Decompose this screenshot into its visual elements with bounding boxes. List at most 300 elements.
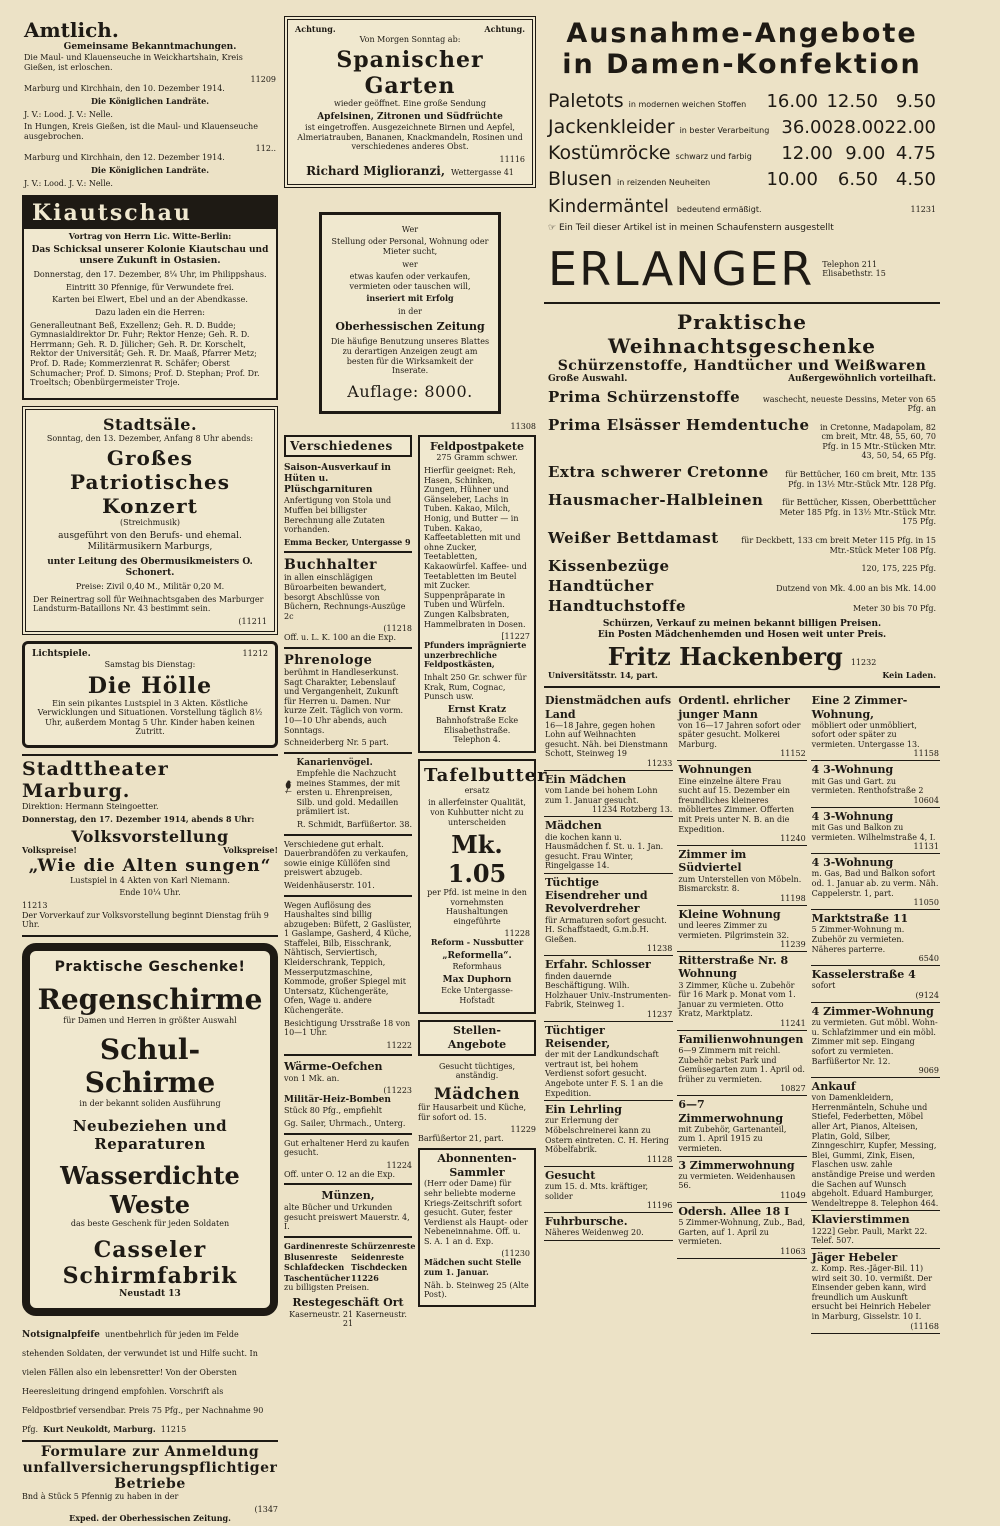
classified-title: 4 3-Wohnung bbox=[811, 763, 894, 777]
hackenberg-item-name: Extra schwerer Cretonne bbox=[548, 463, 769, 482]
hackenberg-item-name: Handtücher bbox=[548, 577, 654, 596]
classified-ad bbox=[544, 956, 673, 1022]
hackenberg-item bbox=[548, 388, 936, 414]
classified-text: Näheres Weidenweg 20. bbox=[545, 1228, 644, 1238]
tafelbutter-ad bbox=[418, 759, 548, 1015]
v-h-num: 11224 bbox=[386, 1160, 412, 1170]
kiautschau-ad bbox=[22, 195, 278, 400]
hackenberg-item-desc: Meter 30 bis 70 Pfg. bbox=[852, 604, 936, 614]
classified-text: 1222] Gebr. Pauli, Markt 22. Telef. 507. bbox=[811, 1226, 928, 1246]
spanisch-owner: Richard Miglioranzi, bbox=[306, 163, 446, 178]
v-g-title2: Militär-Heiz-Bomben bbox=[284, 1095, 391, 1106]
classified-num: 11131 bbox=[913, 842, 939, 852]
classified-text: finden dauernde Beschäftigung. Wilh. Holzhauer Univ.-Instrumenten-Fabrik, Steinweg 1. bbox=[545, 971, 671, 1010]
classified-text: sofort bbox=[811, 981, 836, 991]
ausnahme-row-price1: 36.00 bbox=[781, 117, 833, 138]
classified-col-2 bbox=[677, 692, 806, 1333]
theater-show: Volksvorstellung bbox=[71, 827, 229, 847]
theater-right: Volkspreise! bbox=[223, 845, 278, 856]
classified-ad bbox=[544, 817, 673, 874]
hackenberg-item bbox=[548, 597, 936, 615]
schirm-c: Neubeziehen und Reparaturen bbox=[72, 1116, 228, 1153]
classified-ad bbox=[544, 771, 673, 817]
tafelbutter-brand: „Reformella“. bbox=[442, 951, 512, 962]
theater-title: Stadttheater Marburg. bbox=[22, 758, 169, 802]
ausnahme-row-price1: 12.00 bbox=[781, 143, 833, 164]
classified-num: 11158 bbox=[913, 749, 939, 759]
classified-title: Ein Mädchen bbox=[545, 773, 627, 787]
spanisch-addr: Wettergasse 41 bbox=[451, 167, 514, 177]
oz-l3: wer bbox=[402, 259, 418, 269]
stadtsaele-type: (Streichmusik) bbox=[120, 518, 180, 528]
classified-title: Ritterstraße Nr. 8 Wohnung bbox=[678, 954, 789, 981]
classified-num: 11238 bbox=[646, 944, 673, 954]
hackenberg-item-desc: für Bettücher, Kissen, Oberbetttücher Meter 185 Pfg. in 13½ Mtr.-Stück Mtr. 175 Pfg. bbox=[779, 498, 936, 527]
amtlich-authority1: Die Königlichen Landräte. bbox=[90, 96, 210, 107]
oz-l1: Wer bbox=[401, 224, 419, 234]
v-f-text: Wegen Auflösung des Haushaltes sind billig abzugeben: Büfett, 2 Gaslüster, 1 Gaslampe, Gasherd, 4 Küche, Staffelei, Bilb, Eisschrank, Nähtisch, Serviertisch, Kleiderschrank, Teppich, Messerputzmaschine, Kommode, großer Spiegel mit Untersatz, Küchengeräte, Ofen, Wage u. andere Küchengeräte. bbox=[284, 900, 412, 1016]
feldpost-sub: Pfunders imprägnierte unzerbrechliche Feldpostkästen, bbox=[424, 640, 527, 670]
ausnahme-rows bbox=[548, 90, 936, 190]
ausnahme-phone: Telephon 211 bbox=[822, 259, 878, 269]
classified-title: Ankauf bbox=[811, 1080, 856, 1094]
classified-ad bbox=[811, 1078, 940, 1211]
classified-num: 11152 bbox=[780, 749, 806, 759]
hackenberg-item-desc: in Cretonne, Madapolam, 82 cm breit, Mtr. 48, 55, 60, 70 Pfg. in 15 Mtr.-Stücken Mtr. 43, 50, 54, 65 Pfg. bbox=[819, 422, 936, 461]
schirm-d-sub: das beste Geschenk für jeden Soldaten bbox=[70, 1218, 230, 1228]
ausnahme-row-name: Jackenkleider bbox=[548, 116, 675, 138]
hackenberg-item-desc: Dutzend von Mk. 4.00 an bis Mk. 14.00 bbox=[776, 584, 936, 594]
classified-title: 3 Zimmerwohnung bbox=[678, 1158, 795, 1172]
classified-title: Kleine Wohnung bbox=[678, 907, 781, 921]
v-i-text: alte Bücher und Urkunden gesucht preiswert Mauerstr. 4, I. bbox=[284, 1203, 410, 1232]
v-j-a: Gardinenreste bbox=[284, 1240, 349, 1251]
hackenberg-item-name: Hausmacher-Halbleinen bbox=[548, 491, 764, 510]
stellen-addr: Barfüßertor 21, part. bbox=[418, 1134, 504, 1144]
stellen-text2: für Hausarbeit und Küche, für sofort od. 15. bbox=[418, 1103, 527, 1122]
v-j-f: Tischdecken bbox=[350, 1262, 408, 1273]
classified-title: Erfahr. Schlosser bbox=[545, 958, 651, 972]
stadtsaele-by: ausgeführt von den Berufs- und ehemal. Militärmusikern Marburgs, bbox=[58, 531, 242, 553]
classifieds bbox=[544, 692, 940, 1333]
classified-num: 11240 bbox=[780, 834, 806, 844]
ausnahme-kinder: Kindermäntel bbox=[548, 196, 669, 217]
signal-text: unentbehrlich für jeden im Felde stehenden Soldaten, der verwundet ist und Hilfe sucht. In vielen Fällen also ein lebensretter! Von der Obersten Heeresleitung dringend empfohlen. Vorschrift als Feldpostbrief versendbar. Preis 75 Pfg., per Nachnahme 90 Pfg. bbox=[22, 1329, 264, 1435]
tafelbutter-num: 11228 bbox=[504, 929, 530, 939]
hand-pointer-icon: ☞ bbox=[548, 223, 557, 233]
hackenberg-sub: Schürzenstoffe, Handtücher und Weißwaren bbox=[557, 358, 927, 375]
abonnenten-ad bbox=[418, 1148, 536, 1307]
schirm-b: Schul-Schirme bbox=[84, 1033, 216, 1100]
formulare-ad bbox=[22, 1440, 278, 1523]
classified-ad bbox=[677, 1096, 806, 1156]
classified-title: Dienstmädchen aufs Land bbox=[545, 694, 672, 721]
hackenberg-item bbox=[548, 557, 936, 575]
hackenberg-item bbox=[548, 416, 936, 461]
tafelbutter-t3: per Pfd. ist meine in den vornehmsten Haushaltungen eingeführte bbox=[427, 888, 527, 926]
v-j-addr: Kaserneustr. 21 Kaserneustr. 21 bbox=[289, 1309, 407, 1329]
v-g-num: (11223 bbox=[383, 1086, 412, 1096]
schirm-a: Regenschirme bbox=[37, 982, 263, 1016]
classified-text: 6—9 Zimmern mit reichl. Zubehör nebst Park und Gemüsegarten zum 1. April od. früher zu vermieten. bbox=[678, 1046, 805, 1084]
v-f-num: 11222 bbox=[386, 1040, 412, 1050]
v-d-firm: R. Schmidt, Barfüßertor. 38. bbox=[296, 819, 412, 829]
schirm-ad bbox=[22, 943, 278, 1316]
tafelbutter-t1: ersatz bbox=[464, 785, 490, 795]
oz-l2: Stellung oder Personal, Wohnung oder Mieter sucht, bbox=[331, 237, 489, 256]
hackenberg-items bbox=[548, 388, 936, 616]
classified-title: 4 3-Wohnung bbox=[811, 856, 894, 870]
spanisch-list: ist eingetroffen. Ausgezeichnete Birnen und Aepfel, Almeriatrauben, Bananen, Knackmandeln, Rosinen und verschiedenes anderes Obst. bbox=[297, 123, 523, 152]
hackenberg-item bbox=[548, 463, 936, 489]
ausnahme-row-name: Paletots bbox=[548, 90, 624, 112]
ausnahme-row-price2: 6.50 bbox=[837, 169, 878, 190]
oz-l7: Die häufige Benutzung unseres Blattes zu derartigen Anzeigen zeugt am besten für die Wirksamkeit der Inserate. bbox=[330, 337, 490, 376]
theater-when: Donnerstag, den 17. Dezember 1914, abends 8 Uhr: bbox=[22, 813, 255, 824]
classified-text: und leeres Zimmer zu vermieten. Pilgrimstein 32. bbox=[678, 920, 790, 940]
hackenberg-s2: Ein Posten Mädchenhemden und Hosen weit unter Preis. bbox=[597, 630, 887, 641]
abonnenten-w: Mädchen sucht Stelle zum 1. Januar. bbox=[424, 1257, 522, 1278]
ausnahme-ad bbox=[544, 16, 940, 304]
v-i-title: Münzen, bbox=[321, 1189, 375, 1203]
formulare-title: Formulare zur Anmeldung unfallversicherungspflichtiger Betriebe bbox=[22, 1444, 278, 1493]
theater-author: Lustspiel in 4 Akten von Karl Niemann. bbox=[70, 875, 230, 885]
lichtspiele-film: Die Hölle bbox=[87, 672, 213, 699]
hackenberg-s1: Schürzen, Verkauf zu meinen bekannt billigen Preisen. bbox=[602, 619, 882, 630]
abonnenten-title: Abonnenten-Sammler bbox=[437, 1151, 517, 1179]
oz-l4: etwas kaufen oder verkaufen, vermieten oder tauschen will, bbox=[349, 272, 471, 291]
classified-num: 11237 bbox=[646, 1009, 673, 1019]
classified-text: Eine einzelne ältere Frau sucht auf 15. Dezember ein freundliches kleineres möbliertes Zimmer. Offerten mit Preis unter N. B. an die Expedition. bbox=[678, 776, 795, 834]
classified-text: möbliert oder unmöbliert, sofort oder später zu vermieten. Untergasse 13. bbox=[811, 720, 920, 749]
classified-ad bbox=[544, 692, 673, 771]
signal-seller: Kurt Neukoldt, Marburg. bbox=[43, 1424, 156, 1435]
classified-text: z. Komp. Res.-Jäger-Bil. 11) wird seit 30. 10. vermißt. Der Einsender geben kann, wird freundlich um Auskunft ersucht bei Heinrich Hebeler in Marburg, Gisselstr. 10 I. bbox=[811, 1263, 933, 1321]
classified-ad bbox=[544, 1213, 673, 1241]
classified-text: zum Unterstellen von Möbeln. Bismarckstr. 8. bbox=[678, 874, 802, 894]
stellen-text: Gesucht tüchtiges, anständig. bbox=[438, 1061, 516, 1081]
classified-ad bbox=[544, 874, 673, 956]
stadtsaele-lead: unter Leitung des Obermusikmeisters O. Schonert. bbox=[47, 556, 253, 578]
schirm-title: Praktische Geschenke! bbox=[54, 958, 246, 975]
classified-title: Tüchtiger Reisender, bbox=[545, 1023, 611, 1051]
classified-title: 4 3-Wohnung bbox=[811, 809, 894, 823]
classified-ad bbox=[811, 761, 940, 807]
classified-title: Marktstraße 11 bbox=[811, 912, 909, 926]
v-b-text: in allen einschlägigen Büroarbeiten bewandert, besorgt Abschlüsse von Büchern, Rechnungs-Auszüge 2c bbox=[284, 573, 406, 621]
ausnahme-row-name: Blusen bbox=[548, 168, 612, 190]
classified-text: 16—18 Jahre, gegen hohen Lohn auf Weihnachten gesucht. Näh. bei Dienstmann Schott, Steinweg 19 bbox=[545, 720, 668, 759]
amtlich-sign2: J. V.: Lood. J. V.: Nelle. bbox=[24, 178, 113, 188]
amtlich-num1: 11209 bbox=[250, 75, 276, 85]
amtlich-authority2: Die Königlichen Landräte. bbox=[90, 165, 210, 175]
ausnahme-row-price2: 9.00 bbox=[845, 143, 886, 164]
ausnahme-row bbox=[548, 142, 936, 164]
schirm-d: Wasserdichte Weste bbox=[60, 1160, 240, 1219]
ausnahme-row bbox=[548, 116, 936, 138]
amtlich-date1: Marburg und Kirchhain, den 10. Dezember 1914. bbox=[24, 84, 225, 94]
classified-col-1 bbox=[544, 692, 673, 1333]
classified-ad bbox=[677, 846, 806, 906]
ausnahme-row-price1: 10.00 bbox=[766, 169, 818, 190]
kiautschau-talk: Vortrag von Herrn Lic. Witte-Berlin: bbox=[68, 231, 232, 242]
lichtspiele-num: 11212 bbox=[242, 648, 268, 658]
classified-title: Zimmer im Südviertel bbox=[678, 848, 747, 875]
hackenberg-item-desc: waschecht, neueste Dessins, Meter von 65 Pfg. an bbox=[762, 394, 936, 414]
classified-ad bbox=[811, 692, 940, 761]
middle-right-col bbox=[418, 435, 548, 1332]
ausnahme-row-desc: in reizenden Neuheiten bbox=[617, 178, 711, 187]
v-j-c: Blusenreste bbox=[284, 1251, 338, 1262]
classified-text: 5 Zimmer-Wohnung m. Zubehör zu vermieten. Näheres parterre. bbox=[811, 925, 905, 954]
classified-text: zu vermieten. Weidenhausen 56. bbox=[678, 1171, 796, 1191]
amtlich-notice bbox=[22, 16, 278, 195]
classified-ad bbox=[677, 952, 806, 1031]
theater-num: 11213 bbox=[22, 900, 48, 910]
kiautschau-entry: Eintritt 30 Pfennige, für Verwundete frei. bbox=[66, 282, 234, 292]
schirm-b-sub: in der bekannt soliden Ausführung bbox=[79, 1099, 221, 1109]
classified-ad bbox=[544, 1022, 673, 1101]
hackenberg-item-name: Prima Elsässer Hemdentuche bbox=[548, 415, 810, 434]
lichtspiele-title: Lichtspiele. bbox=[32, 648, 91, 659]
v-b-num: (11218 bbox=[383, 624, 412, 634]
classified-num: 10604 bbox=[913, 795, 939, 805]
classified-num: 11128 bbox=[646, 1154, 673, 1164]
classified-title: Odersh. Allee 18 I bbox=[678, 1205, 790, 1218]
classified-title: Mädchen bbox=[545, 819, 602, 833]
v-j-b: Schürzenreste bbox=[350, 1240, 416, 1251]
ausnahme-num: 11231 bbox=[910, 205, 936, 214]
spanisch-title: Spanischer Garten bbox=[336, 47, 484, 100]
classified-title: Ein Lehrling bbox=[545, 1103, 622, 1117]
spanisch-num: 11116 bbox=[499, 154, 525, 164]
hackenberg-num: 11232 bbox=[850, 657, 877, 667]
ausnahme-row-price3: 9.50 bbox=[895, 91, 936, 112]
classified-num: 6540 bbox=[918, 954, 939, 964]
tafelbutter-t2: in allerfeinster Qualität, von Kuhbutter nicht zu unterscheiden bbox=[428, 798, 526, 827]
stadtsaele-event: Großes Patriotisches Konzert bbox=[70, 446, 230, 519]
abonnenten-num: (11230 bbox=[501, 1249, 530, 1259]
tafelbutter-addr: Ecke Untergasse-Hofstadt bbox=[441, 986, 513, 1005]
ausnahme-note: Ein Teil dieser Artikel ist in meinen Schaufenstern ausgestellt bbox=[558, 223, 834, 233]
ausnahme-row-price3: 4.50 bbox=[895, 169, 936, 190]
hackenberg-item-desc: für Bettücher, 160 cm breit, Mtr. 135 Pfg. in 13½ Mtr.-Stück Mtr. 128 Pfg. bbox=[785, 470, 936, 489]
kiautschau-title: Kiautschau bbox=[24, 197, 276, 229]
ausnahme-row-desc: in modernen weichen Stoffen bbox=[628, 100, 747, 109]
classified-title: Familienwohnungen bbox=[678, 1032, 804, 1046]
kiautschau-invite: Dazu laden ein die Herren: bbox=[95, 308, 205, 318]
hackenberg-item-desc: für Deckbett, 133 cm breit Meter 115 Pfg. in 15 Mtr.-Stück Meter 108 Pfg. bbox=[741, 536, 936, 555]
verschiedenes-header bbox=[284, 435, 412, 457]
signal-num: 11215 bbox=[160, 1425, 187, 1435]
classified-num: (9124 bbox=[915, 990, 939, 1000]
hackenberg-item-name: Weißer Bettdamast bbox=[548, 529, 719, 548]
tafelbutter-t5: Reformhaus bbox=[452, 962, 502, 972]
oz-num: 11308 bbox=[510, 421, 536, 431]
classified-text: der mit der Landkundschaft vertraut ist, bei hohem Verdienst sofort gesucht. Angebote unter F. S. 1 an die Expedition. bbox=[545, 1050, 664, 1098]
classified-title: Kasselerstraße 4 bbox=[811, 968, 916, 982]
tafelbutter-t4: Reform - Nussbutter bbox=[430, 937, 524, 948]
v-f-view: Besichtigung Ursstraße 18 von 10—1 Uhr. bbox=[284, 1018, 411, 1038]
formulare-price: Bnd à Stück 5 Pfennig zu haben in der bbox=[22, 1492, 179, 1502]
classified-ad bbox=[677, 1157, 806, 1203]
spanisch-fruits: Apfelsinen, Zitronen und Südfrüchte bbox=[317, 111, 503, 122]
classified-title: 6—7 Zimmerwohnung bbox=[678, 1098, 784, 1125]
classified-title: Eine 2 Zimmer-Wohnung, bbox=[811, 694, 908, 721]
hackenberg-r1: Außergewöhnlich vorteilhaft. bbox=[788, 374, 936, 385]
classified-ad bbox=[811, 910, 940, 966]
abonnenten-waddr: Näh. b. Steinweg 25 (Alte Post). bbox=[424, 1280, 529, 1300]
classified-num: 11063 bbox=[780, 1246, 806, 1256]
verschiedenes-title: Verschiedenes bbox=[290, 438, 393, 453]
classified-ad bbox=[811, 808, 940, 854]
schirm-a-sub: für Damen und Herren in größter Auswahl bbox=[63, 1015, 237, 1025]
v-j-firm: Restegeschäft Ort bbox=[292, 1295, 404, 1309]
tafelbutter-price: Mk. 1.05 bbox=[447, 830, 507, 889]
middle-column bbox=[284, 16, 548, 1332]
hackenberg-item-name: Prima Schürzenstoffe bbox=[548, 387, 741, 406]
oz-l6: in der bbox=[398, 306, 422, 316]
tafelbutter-firm: Max Duphorn bbox=[442, 974, 512, 985]
classified-ad bbox=[677, 692, 806, 761]
classified-text: 3 Zimmer, Küche u. Zubehör für 16 Mark p. Monat vom 1. Januar zu vermieten. Otto Kratz, Marktplatz. bbox=[678, 980, 796, 1019]
classified-ad bbox=[677, 1031, 806, 1097]
hackenberg-addr: Universitätsstr. 14, part. bbox=[548, 669, 658, 680]
classified-ad bbox=[811, 1003, 940, 1078]
feldpost-weight: 275 Gramm schwer. bbox=[436, 453, 518, 463]
classified-text: mit Gas und Gart. zu vermieten. Renthofstraße 2 bbox=[811, 776, 924, 796]
v-j-g: Taschentücher bbox=[284, 1272, 350, 1283]
classified-title: Wohnungen bbox=[678, 763, 752, 777]
classified-text: die kochen kann u. Hausmädchen f. St. u. 1. Jan. gesucht. Frau Winter, Ringelgasse 14. bbox=[545, 832, 664, 871]
classified-num: 11050 bbox=[913, 898, 939, 908]
classified-text: von Damenkleidern, Herrenmänteln, Schuhe und Stiefel, Federbetten, Möbel aller Art, Pianos, Alteisen, Platin, Gold, Silber, Zinngeschirr, Kupfer, Messing, Blei, Gummi, Zink, Eisen, Flaschen usw. zahle anständige Preise und werden die Sachen auf Wunsch abgeholt. Eduard Hamburger, Wendeltreppe 8. Telephon 464. bbox=[811, 1093, 939, 1208]
ausnahme-note-row bbox=[548, 223, 936, 234]
amtlich-sign1: J. V.: Lood. J. V.: Nelle. bbox=[24, 109, 113, 119]
oz-ad bbox=[319, 212, 501, 414]
hackenberg-item bbox=[548, 577, 936, 595]
classified-title: Tüchtige Eisendreher und Revolverdreher bbox=[545, 876, 648, 916]
ausnahme-title2: in Damen-Konfektion bbox=[562, 49, 922, 80]
kiautschau-tickets: Karten bei Elwert, Ebel und an der Abendkasse. bbox=[52, 295, 248, 305]
v-e-text: Verschiedene gut erhalt. Dauerbrandöfen zu verkaufen, sowie einige Küllöfen sind preiswert abzugeb. bbox=[284, 839, 409, 878]
classified-ad bbox=[811, 1211, 940, 1248]
classified-num: (11168 bbox=[910, 1321, 939, 1331]
lichtspiele-text: Ein sein pikantes Lustspiel in 3 Akten. Köstliche Verwicklungen und Situationen. Vorstellung täglich 8½ Uhr, außerdem Montag 5 Uhr. Kinder haben keinen Zutritt. bbox=[37, 698, 263, 737]
ausnahme-row-price3: 22.00 bbox=[884, 117, 936, 138]
classified-num: 11239 bbox=[780, 940, 806, 950]
feldpost-ad bbox=[418, 435, 536, 753]
feldpost-title: Feldpostpakete bbox=[430, 439, 524, 453]
theater-play: „Wie die Alten sungen“ bbox=[28, 855, 272, 876]
amtlich-date2: Marburg und Kirchhain, den 12. Dezember 1914. bbox=[24, 153, 225, 163]
kiautschau-when: Donnerstag, den 17. Dezember, 8¼ Uhr, im Philippshaus. bbox=[33, 270, 267, 280]
oz-name: Oberhessischen Zeitung bbox=[335, 319, 485, 333]
feldpost-firm: Ernst Kratz bbox=[447, 704, 507, 715]
classified-num: 11233 bbox=[646, 759, 673, 769]
feldpost-sub2: Inhalt 250 Gr. schwer für Krak, Rum, Cognac, Punsch usw. bbox=[424, 672, 527, 702]
ausnahme-title1: Ausnahme-Angebote bbox=[566, 18, 918, 49]
signal-title: Notsignalpfeife bbox=[22, 1329, 100, 1340]
theater-presale: Der Vorverkauf zur Volksvorstellung beginnt Dienstag früh 9 Uhr. bbox=[22, 910, 269, 930]
amtlich-sub: Gemeinsame Bekanntmachungen. bbox=[63, 42, 237, 52]
feldpost-num: [11227 bbox=[501, 632, 530, 642]
ausnahme-row-name: Kostümröcke bbox=[548, 142, 671, 164]
classified-text: vom Lande bei hohem Lohn zum 1. Januar gesucht. bbox=[545, 786, 658, 805]
theater-director: Direktion: Hermann Steingoetter. bbox=[22, 802, 159, 811]
ausnahme-row-price3: 4.75 bbox=[895, 143, 936, 164]
v-b-title: Buchhalter bbox=[284, 557, 378, 574]
ausnahme-row-price1: 16.00 bbox=[766, 91, 818, 112]
spanisch-att1: Achtung. bbox=[295, 24, 336, 34]
oz-circ: Auflage: 8000. bbox=[347, 381, 473, 401]
ausnahme-firm: ERLANGER bbox=[548, 242, 815, 297]
stellen-title: Stellen-Angebote bbox=[447, 1024, 507, 1052]
ausnahme-row bbox=[548, 90, 936, 112]
classified-text: für Armaturen sofort gesucht. H. Schaffstaedt, G.m.b.H. Gießen. bbox=[545, 915, 667, 944]
v-g-firm: Gg. Sailer, Uhrmach., Unterg. bbox=[284, 1119, 406, 1128]
spanisch-from: Von Morgen Sonntag ab: bbox=[359, 34, 461, 44]
v-c-title: Phrenologe bbox=[284, 652, 373, 668]
hackenberg-item bbox=[548, 529, 936, 555]
v-j-num: 11226 bbox=[350, 1272, 379, 1283]
classified-text: mit Gas und Balkon zu vermieten. Wilhelmstraße 4, I. bbox=[811, 823, 936, 842]
ausnahme-kinder-desc: bedeutend ermäßigt. bbox=[676, 205, 762, 214]
classified-text: 5 Zimmer-Wohnung, Zub., Bad, Garten, auf 1. April zu vermieten. bbox=[678, 1218, 806, 1247]
classified-num: 11198 bbox=[780, 893, 806, 903]
ausnahme-row bbox=[548, 168, 936, 190]
v-a-title: Saison-Ausverkauf in Hüten u. Plüschgarnituren bbox=[284, 462, 391, 496]
v-g-text2: Stück 80 Pfg., empfiehlt bbox=[284, 1106, 382, 1116]
v-c-addr: Schneiderberg Nr. 5 part. bbox=[284, 738, 389, 748]
formulare-num: (1347 bbox=[254, 1504, 278, 1514]
stadtsaele-purpose: Der Reinertrag soll für Weihnachtsgaben des Marburger Landsturm-Bataillons Nr. 43 bestimmt sein. bbox=[33, 594, 264, 614]
feldpost-addr: Bahnhofstraße Ecke Elisabethstraße. Telephon 4. bbox=[435, 715, 519, 745]
right-column bbox=[544, 16, 940, 1334]
v-j-e: Schlafdecken bbox=[284, 1262, 345, 1273]
v-d-title: Kanarienvögel. bbox=[296, 757, 373, 768]
v-d-text: Empfehle die Nachzucht meines Stammes, der mit ersten u. Ehrenpreisen, Silb. und gold. Medaillen prämiiert ist. bbox=[296, 768, 401, 817]
classified-ad bbox=[677, 1203, 806, 1259]
classified-title: Gesucht bbox=[545, 1168, 596, 1182]
classified-ad bbox=[811, 854, 940, 910]
abonnenten-text: (Herr oder Dame) für sehr beliebte moderne Kriegs-Zeitschrift sofort gesucht. Guter, fester Verdienst als Haupt- oder Nebeneinnahme. Off. u. S. A. 1 an d. Exp. bbox=[424, 1179, 528, 1246]
hackenberg-ad bbox=[544, 304, 940, 688]
stadtsaele-ad bbox=[22, 406, 278, 635]
hackenberg-no: Kein Laden. bbox=[882, 669, 936, 680]
amtlich-num2: 112.. bbox=[255, 144, 276, 154]
classified-title: Jäger Hebeler bbox=[811, 1250, 898, 1264]
schirm-firm: Casseler Schirmfabrik bbox=[62, 1236, 238, 1289]
spanisch-att2: Achtung. bbox=[484, 24, 525, 34]
amtlich-title: Amtlich. bbox=[24, 18, 119, 42]
hackenberg-item bbox=[548, 491, 936, 527]
v-g-text: von 1 Mk. an. bbox=[284, 1073, 340, 1083]
hackenberg-item-desc: 120, 175, 225 Pfg. bbox=[861, 564, 936, 574]
hackenberg-item-name: Kissenbezüge bbox=[548, 557, 670, 576]
classified-title: Fuhrbursche. bbox=[545, 1215, 628, 1229]
hackenberg-title: Praktische Weihnachtsgeschenke bbox=[608, 310, 876, 359]
stadtsaele-prices: Preise: Zivil 0,40 M., Militär 0,20 M. bbox=[75, 582, 225, 591]
classified-title: Klavierstimmen bbox=[811, 1213, 910, 1227]
classified-text: zu vermieten. Gut möbl. Wohn- u. Schlafzimmer und ein möbl. Zimmer mit sep. Eingang sofort zu vermieten. Barfüßertor Nr. 12. bbox=[811, 1018, 938, 1066]
theater-end: Ende 10¼ Uhr. bbox=[119, 888, 181, 898]
classified-ad bbox=[811, 966, 940, 1003]
hackenberg-firm: Fritz Hackenberg bbox=[607, 641, 843, 671]
left-column bbox=[22, 16, 278, 1526]
formulare-from: Exped. der Oberhessischen Zeitung. bbox=[69, 1512, 231, 1523]
verschiedenes-col bbox=[284, 435, 416, 1332]
